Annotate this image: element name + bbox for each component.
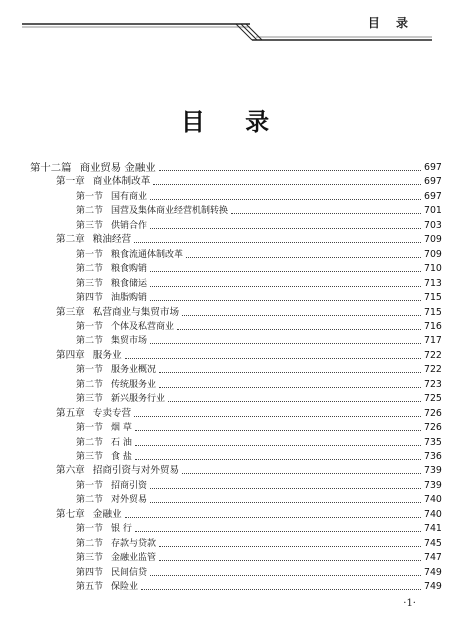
toc-entry-title: 国营及集体商业经营机制转换 bbox=[111, 206, 229, 217]
dot-leader bbox=[135, 459, 421, 460]
toc-entry-title: 传统服务业 bbox=[111, 379, 157, 390]
toc-entry-number: 第一节 bbox=[76, 480, 104, 491]
toc-entry-page: 736 bbox=[424, 451, 442, 462]
toc-entry-title: 粮食储运 bbox=[111, 278, 148, 289]
dot-leader bbox=[134, 242, 421, 243]
toc-entry-page: 725 bbox=[424, 393, 442, 405]
dot-leader bbox=[159, 170, 421, 171]
toc-entry-number: 第二节 bbox=[76, 264, 104, 275]
toc-entry-title: 金融业监管 bbox=[111, 553, 157, 564]
toc-entry-page: 713 bbox=[424, 277, 442, 289]
toc-entry-title: 私营商业与集贸市场 bbox=[92, 306, 180, 318]
toc-entry-number: 第二节 bbox=[76, 336, 104, 347]
dot-leader bbox=[159, 372, 421, 373]
toc-entry-title: 金融业 bbox=[92, 508, 122, 520]
toc-entry-number: 第二章 bbox=[56, 234, 85, 246]
toc-entry-number: 第三章 bbox=[56, 306, 85, 318]
toc-entry-page: 716 bbox=[424, 320, 442, 332]
toc-entry-page: 740 bbox=[424, 494, 442, 506]
toc-entry-number: 第二节 bbox=[76, 206, 104, 217]
toc-entry-title: 商业体制改革 bbox=[92, 176, 151, 188]
toc-entry-number: 第三节 bbox=[76, 394, 104, 405]
dot-leader bbox=[150, 575, 421, 576]
toc-entry-number: 第四节 bbox=[76, 293, 104, 304]
page-number: ·1· bbox=[403, 598, 416, 609]
toc-entry-number: 第七章 bbox=[56, 508, 85, 520]
toc-entry-title: 服务业概况 bbox=[111, 365, 157, 376]
toc-entry-page: 745 bbox=[424, 537, 442, 549]
dot-leader bbox=[150, 343, 421, 344]
toc-entry-title: 保险业 bbox=[111, 582, 139, 593]
dot-leader bbox=[135, 531, 421, 532]
toc-entry-number: 第二节 bbox=[76, 379, 104, 390]
dot-leader bbox=[231, 213, 421, 214]
toc-entry-number: 第一节 bbox=[76, 423, 104, 434]
toc-entry-title: 集贸市场 bbox=[111, 336, 148, 347]
toc-entry-title: 对外贸易 bbox=[111, 495, 148, 506]
dot-leader bbox=[125, 517, 421, 518]
toc-entry-number: 第二节 bbox=[76, 538, 104, 549]
dot-leader bbox=[135, 430, 421, 431]
toc-entry-page: 722 bbox=[424, 349, 442, 361]
dot-leader bbox=[134, 416, 421, 417]
toc-entry-number: 第三节 bbox=[76, 220, 104, 231]
toc-entry-sect[interactable] bbox=[0, 577, 450, 593]
dot-leader bbox=[182, 473, 421, 474]
toc-entry-title: 粮油经营 bbox=[92, 234, 132, 246]
dot-leader bbox=[159, 387, 421, 388]
toc-entry-page: 697 bbox=[424, 176, 442, 188]
toc-entry-text bbox=[0, 581, 138, 593]
toc-entry-page: 739 bbox=[424, 465, 442, 477]
toc-entry-page: 697 bbox=[424, 190, 442, 202]
toc-entry-number: 第一节 bbox=[76, 365, 104, 376]
toc-entry-page: 703 bbox=[424, 219, 442, 231]
toc-entry-title: 供销合作 bbox=[111, 220, 148, 231]
toc-entry-title: 国有商业 bbox=[111, 191, 148, 202]
dot-leader bbox=[168, 401, 421, 402]
toc-entry-page: 697 bbox=[424, 162, 442, 173]
toc-entry-title: 民间信贷 bbox=[111, 567, 148, 578]
toc-entry-page: 749 bbox=[424, 566, 442, 578]
toc-entry-number: 第一节 bbox=[76, 524, 104, 535]
toc-entry-title: 新兴服务行业 bbox=[111, 394, 166, 405]
toc-entry-title: 食 盐 bbox=[111, 452, 132, 462]
toc-entry-number: 第五节 bbox=[76, 582, 104, 593]
toc-entry-title: 专卖专营 bbox=[92, 407, 132, 419]
dot-leader bbox=[125, 358, 421, 359]
dot-leader bbox=[153, 184, 421, 185]
toc-entry-number: 第一章 bbox=[56, 176, 85, 188]
toc-entry-title: 存款与贷款 bbox=[111, 538, 157, 549]
page-title: 目 录 bbox=[180, 107, 286, 136]
toc-entry-number: 第三节 bbox=[76, 278, 104, 289]
toc-entry-page: 701 bbox=[424, 205, 442, 217]
toc-entry-page: 740 bbox=[424, 508, 442, 520]
toc-entry-title: 招商引资 bbox=[111, 480, 148, 491]
toc-entry-number: 第三节 bbox=[76, 452, 104, 462]
toc-entry-title: 服务业 bbox=[92, 349, 122, 361]
dot-leader bbox=[177, 329, 421, 330]
toc-entry-title: 石 油 bbox=[111, 437, 132, 448]
toc-entry-page: 749 bbox=[424, 581, 442, 593]
toc-entry-page: 747 bbox=[424, 552, 442, 564]
toc-entry-number: 第一节 bbox=[76, 321, 104, 332]
dot-leader bbox=[150, 271, 421, 272]
toc-entry-title: 商业贸易 金融业 bbox=[79, 162, 156, 174]
toc-entry-number: 第一节 bbox=[76, 191, 104, 202]
toc-entry-page: 717 bbox=[424, 335, 442, 347]
toc-entry-number: 第五章 bbox=[56, 407, 85, 419]
dot-leader bbox=[159, 560, 421, 561]
toc-entry-number: 第四章 bbox=[56, 349, 85, 361]
toc-entry-page: 722 bbox=[424, 364, 442, 376]
dot-leader bbox=[150, 488, 421, 489]
toc-entry-page: 726 bbox=[424, 422, 442, 434]
toc-entry-number: 第六章 bbox=[56, 465, 85, 477]
toc-entry-page: 709 bbox=[424, 234, 442, 246]
dot-leader bbox=[135, 445, 421, 446]
toc-entry-title: 油脂购销 bbox=[111, 293, 148, 304]
toc-entry-title: 粮食购销 bbox=[111, 264, 148, 275]
toc-entry-page: 709 bbox=[424, 248, 442, 260]
dot-leader bbox=[150, 199, 421, 200]
toc-entry-title: 烟 草 bbox=[111, 423, 132, 434]
dot-leader bbox=[150, 300, 421, 301]
toc-entry-page: 739 bbox=[424, 479, 442, 491]
toc-entry-number: 第二节 bbox=[76, 437, 104, 448]
toc-entry-page: 723 bbox=[424, 378, 442, 390]
toc-entry-number: 第三节 bbox=[76, 553, 104, 564]
dot-leader bbox=[186, 257, 421, 258]
toc-entry-page: 726 bbox=[424, 407, 442, 419]
toc-entry-title: 招商引资与对外贸易 bbox=[92, 465, 180, 477]
toc-entry-title: 个体及私营商业 bbox=[111, 321, 175, 332]
dot-leader bbox=[150, 228, 421, 229]
toc-entry-number: 第二节 bbox=[76, 495, 104, 506]
dot-leader bbox=[150, 502, 421, 503]
dot-leader bbox=[150, 286, 421, 287]
toc-entry-page: 715 bbox=[424, 306, 442, 318]
dot-leader bbox=[182, 315, 421, 316]
toc-entry-title: 银 行 bbox=[111, 524, 132, 535]
toc-entry-page: 715 bbox=[424, 292, 442, 304]
dot-leader bbox=[141, 589, 421, 590]
running-header: 目 录 bbox=[367, 16, 414, 30]
toc-entry-number: 第十二篇 bbox=[30, 162, 72, 174]
toc-entry-page: 741 bbox=[424, 523, 442, 535]
toc-entry-number: 第一节 bbox=[76, 249, 104, 260]
toc-entry-page: 710 bbox=[424, 263, 442, 275]
dot-leader bbox=[159, 546, 421, 547]
toc-entry-title: 粮食流通体制改革 bbox=[111, 249, 184, 260]
toc-entry-number: 第四节 bbox=[76, 567, 104, 578]
toc-entry-page: 735 bbox=[424, 436, 442, 448]
